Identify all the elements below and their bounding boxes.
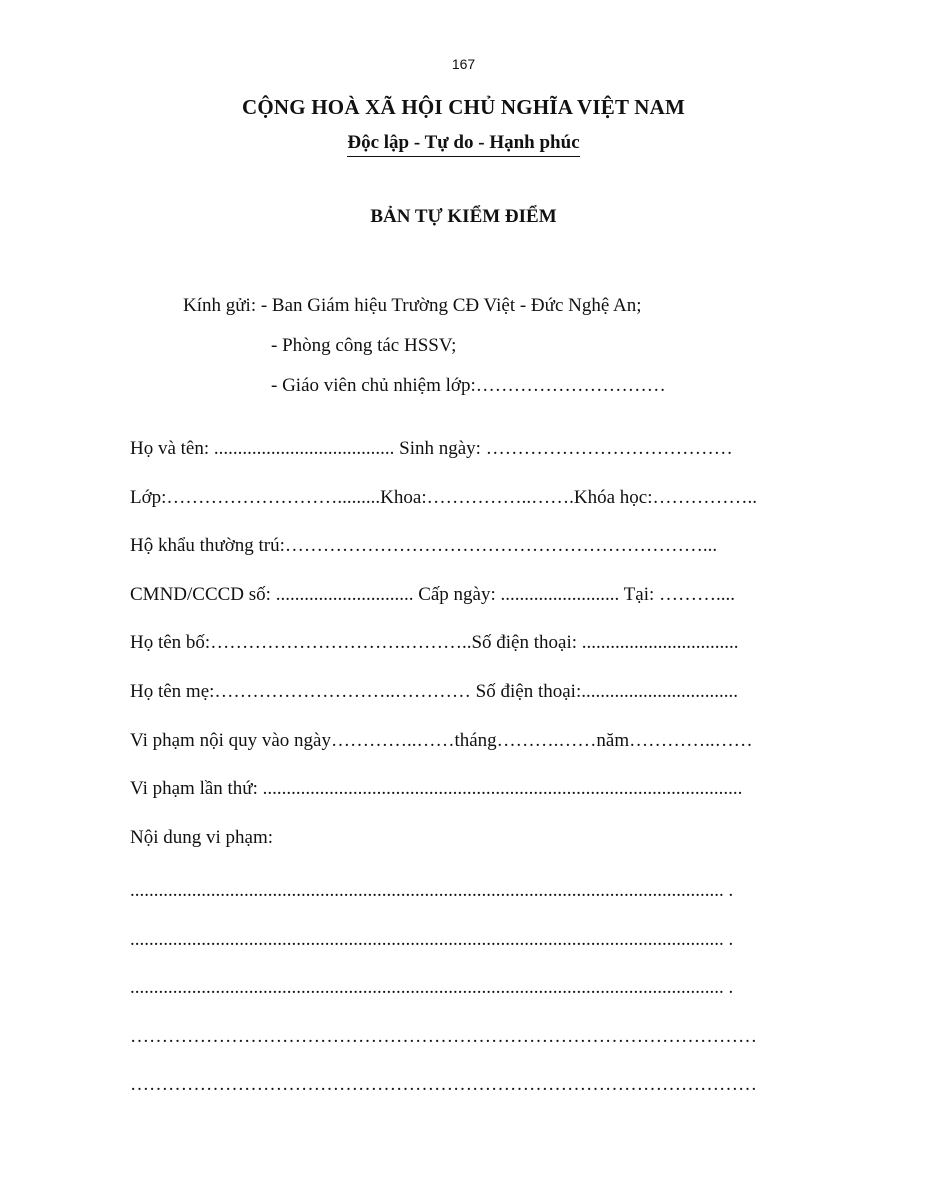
field-class — [130, 487, 814, 536]
field-violation-count — [130, 778, 814, 827]
field-full-name-text: Họ và tên: ...................................... Sinh ngày: ………………………………… — [130, 438, 733, 459]
motto-heading: Độc lập - Tự do - Hạnh phúc — [347, 132, 579, 157]
content-line: ……………………………………………………………………………………… — [130, 1074, 757, 1096]
field-violation-date-text: Vi phạm nội quy vào ngày…………..……tháng……….……năm…………..…… — [130, 729, 753, 751]
field-violation-date — [130, 730, 814, 779]
nation-heading: CỘNG HOÀ XÃ HỘI CHỦ NGHĨA VIỆT NAM — [242, 95, 685, 119]
content-line: ……………………………………………………………………………………… — [130, 1025, 757, 1047]
field-id-card — [130, 584, 814, 633]
recipients-block — [183, 286, 666, 406]
field-id-card-text: CMND/CCCD số: ............................. Cấp ngày: ......................... Tại: ……….... — [130, 583, 736, 605]
field-class-text: Lớp:……………………….........Khoa:……………..…….Khóa học:…………….. — [130, 486, 757, 508]
field-residence — [130, 535, 814, 584]
violation-content-label: Nội dung vi phạm: — [130, 826, 274, 848]
field-violation-count-text: Vi phạm lần thứ: ..................................................................................................... — [130, 778, 743, 800]
field-mother-name — [130, 681, 814, 730]
recipient-line-school: Kính gửi: - Ban Giám hiệu Trường CĐ Việt - Đức Nghệ An; — [183, 295, 642, 316]
field-father-name — [130, 632, 814, 681]
recipient-line-teacher: - Giáo viên chủ nhiệm lớp:………………………… — [271, 375, 666, 396]
page-number: 167 — [451, 56, 476, 72]
content-line: ............................................................................................................................. . — [130, 977, 734, 999]
field-father-name-text: Họ tên bố:………………………….………..Số điện thoại: ................................. — [130, 632, 739, 654]
motto-container — [0, 132, 927, 157]
field-residence-text: Hộ khẩu thường trú:…………………………………………………………... — [130, 535, 718, 557]
violation-content-lines — [130, 880, 814, 1123]
content-line: ............................................................................................................................. . — [130, 880, 734, 901]
content-line: ............................................................................................................................. . — [130, 928, 734, 950]
student-info-fields — [130, 438, 814, 875]
field-mother-name-text: Họ tên mẹ:………………………..………… Số điện thoại:................................. — [130, 680, 738, 702]
document-title: BẢN TỰ KIỂM ĐIỂM — [370, 206, 557, 227]
recipient-line-office: - Phòng công tác HSSV; — [271, 335, 457, 356]
field-full-name — [130, 438, 814, 487]
